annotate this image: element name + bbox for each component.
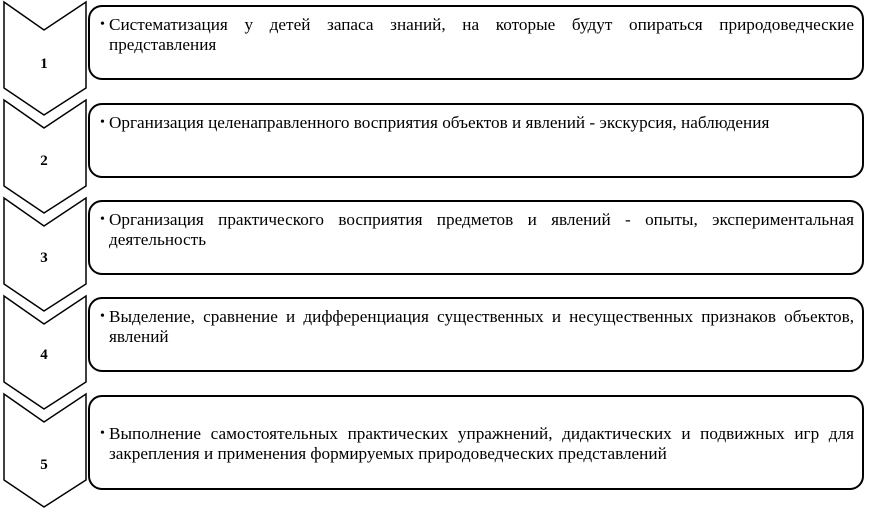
step-text-content-4: Выделение, сравнение и дифференциация существенных и несущественных признаков объектов, явлений [109,307,854,346]
step-text-content-2: Организация целенаправленного восприятия объектов и явлений - экскурсия, наблюдения [109,113,770,132]
step-box-1 [88,5,864,80]
bullet-icon: • [100,426,105,441]
step-text-3 [100,210,854,249]
step-text-4 [100,307,854,346]
step-chevron-5 [4,394,86,507]
step-text-content-1: Систематизация у детей запаса знаний, на которые будут опираться природоведческие представления [109,15,854,54]
step-number-3: 3 [40,250,48,266]
step-text-5 [100,424,854,463]
step-number-1: 1 [40,56,48,72]
bullet-icon: • [100,17,105,32]
step-text-content-3: Организация практического восприятия предметов и явлений - опыты, экспериментальная деятельность [109,210,854,249]
step-number-4: 4 [40,347,48,363]
bullet-icon: • [100,212,105,227]
step-text-1 [100,15,854,54]
step-number-2: 2 [40,153,48,169]
step-number-5: 5 [40,457,48,473]
step-box-5 [88,395,864,490]
bullet-icon: • [100,309,105,324]
step-box-3 [88,200,864,275]
step-text-content-5: Выполнение самостоятельных практических упражнений, дидактических и подвижных игр для закрепления и применения формируемых природоведческих представлений [109,424,854,463]
step-box-4 [88,297,864,372]
step-text-2 [100,113,854,133]
step-box-2 [88,103,864,178]
bullet-icon: • [100,115,105,130]
